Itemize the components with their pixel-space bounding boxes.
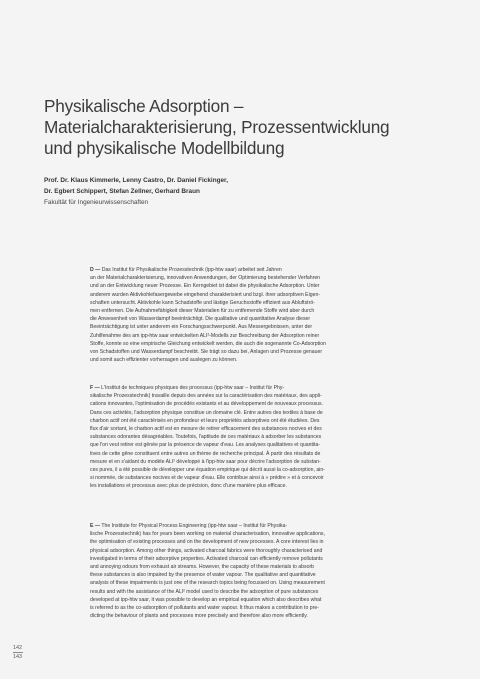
paragraph-line: the optimisation of existing processes and on the development of new processes. A core interest lies in [90,539,324,546]
language-marker: F — [90,385,100,391]
page-number-divider [13,652,23,653]
faculty-name: Fakultät für Ingenieurwissenschaften [44,199,149,206]
language-marker: E — [90,523,100,529]
language-marker: D — [90,267,101,273]
paragraph-line: von Schadstoffen und Wasserdampf beschreibt. Sie trägt so dazu bei, Anlagen und Prozesse genauer [90,349,323,356]
paragraph-line: anderem wurden Aktivkohlefasergewebe eingehend charakterisiert und bzgl. ihrer adsorptiven Eigen- [90,291,321,298]
paragraph-line: si nommée, de substances nocives et de vapeur d'eau. Elle contribue ainsi à « prédire » et à concevoir [90,475,324,482]
paragraph-german [90,266,462,364]
title-line: Physikalische Adsorption – [44,96,244,116]
paragraph-line: schaften untersucht. Aktivkohle kann Schadstoffe und lästige Geruchsstoffe effizient aus Abluftströ- [90,299,315,306]
paragraph-line: Dans ces activités, l'adsorption physique constitue un domaine clé. Entre autres des textiles à base de [90,409,323,416]
paragraph-line: flux d'air sortant, le charbon actif est en mesure de retirer efficacement des substances nocives et des [90,426,322,433]
paragraph-line: substances odorantes désagréables. Toutefois, l'aptitude de ces matériaux à adsorber les substances [90,434,322,441]
paragraph-line: Stoffe, konnte so eine empirische Gleichung entwickelt werden, die auch die sogenannte Co-Adsorption [90,340,326,347]
paragraph-line: and annoying odours from exhaust air streams. However, the capacity of these materials to absorb [90,564,315,571]
paragraph-line: is referred to as the co-adsorption of pollutants and water vapour. It thus makes a contribution to pre- [90,605,319,612]
paragraph-line: charbon actif ont été caractérisés en profondeur et leurs propriétés adsorptives ont été étudiées. Des [90,417,320,424]
paragraph-line: developed at ipp-htw saar, it was possible to develop an empirical equation which also describes what [90,596,322,603]
paragraph-line: these substances is also impaired by the presence of water vapour. The qualitative and quantitative [90,572,316,579]
paragraph-text: Das Institut für Physikalische Prozesstechnik (ipp-htw saar) arbeitet seit Jahren [100,267,282,273]
paragraph-line: die Anwesenheit von Wasserdampf beeinträchtigt. Die qualitative und quantitative Analyse dieser [90,316,311,323]
page-number-right: 143 [13,654,22,660]
paragraph-line: sikalische Prozesstechnik) travaille depuis des années sur la caractérisation des matériaux, des appli- [90,393,322,400]
author-line: Prof. Dr. Klaus Kimmerle, Lenny Castro, Dr. Daniel Fickinger, [44,177,228,184]
author-list [44,176,464,197]
paragraph-line: que l'on veut retirer est gênée par la présence de vapeur d'eau. Les analyses qualitatives et quantita- [90,442,321,449]
paragraph-line: physical adsorption. Among other things, activated charcoal fabrics were thoroughly characterised and [90,547,323,554]
paragraph-line: mesure et en s'aidant du modèle ALI² développé à l'ipp-htw saar pour décrire l'adsorption de substan- [90,458,321,465]
title-line: Materialcharakterisierung, Prozessentwicklung [44,117,390,137]
paragraph-line: analysis of these impairments is just one of the research topics being focussed on. Using measurement [90,580,325,587]
paragraph-line: les installations et processus avec plus de précision, donc d'une manière plus efficace. [90,483,287,490]
paragraph-line: results and with the assistance of the ALI² model used to describe the adsorption of pure substances [90,588,319,595]
paragraph-line: men entfernen. Die Aufnahmefähigkeit dieser Materialien für zu entfernende Stoffe wird aber durch [90,308,315,315]
paragraph-line: an der Materialcharakterisierung, innovativen Anwendungen, der Optimierung bestehender Verfahren [90,275,321,282]
paragraph-text: The Institute for Physical Process Engineering (ipp-htw saar – Institut für Physika- [100,523,288,529]
paragraph-line: und somit auch effizienter vorhersagen und auslegen zu können. [90,357,238,364]
paragraph-english [90,522,462,620]
paragraph-line [90,266,462,274]
title-line: und physikalische Modellbildung [44,138,285,158]
page-number-left: 142 [13,645,22,651]
paragraph-line: tives de cette gêne constituent entre autres un thème de recherche principal. À partir des résultats de [90,450,321,457]
paragraph-line: Beeinträchtigung ist unter anderem ein Forschungsschwerpunkt. Aus Messergebnissen, unter der [90,324,313,331]
paragraph-text: L'Institut de techniques physiques des processus (ipp-htw saar – Institut für Phy- [99,385,285,391]
paragraph-line: und an der Entwicklung neuer Prozesse. Ein Kerngebiet ist dabei die physikalische Adsorption. Unter [90,283,320,290]
paragraph-line: dicting the behaviour of plants and processes more precisely and therefore also more efficiently. [90,613,308,620]
paragraph-french [90,384,462,491]
paragraph-line: Zuhilfenahme des am ipp-htw saar entwickelten ALI²-Modells zur Beschreibung der Adsorption reiner [90,332,320,339]
paragraph-line: cations innovantes, l'optimisation de procédés existants et au développement de nouveaux processus. [90,401,324,408]
paragraph-line [90,384,462,392]
author-line: Dr. Egbert Schippert, Stefan Zellner, Gerhard Braun [44,187,200,195]
paragraph-line: investigated in terms of their adsorptive properties. Activated charcoal can efficiently remove pollutants [90,555,323,562]
paragraph-line: ces pures, il a été possible de développer une équation empirique qui décrit aussi la co-adsorption, ain- [90,467,325,474]
article-title [44,96,464,159]
paragraph-line: lische Prozesstechnik) has for years been working on material characterisation, innovative applications, [90,531,325,538]
paragraph-line [90,522,462,530]
